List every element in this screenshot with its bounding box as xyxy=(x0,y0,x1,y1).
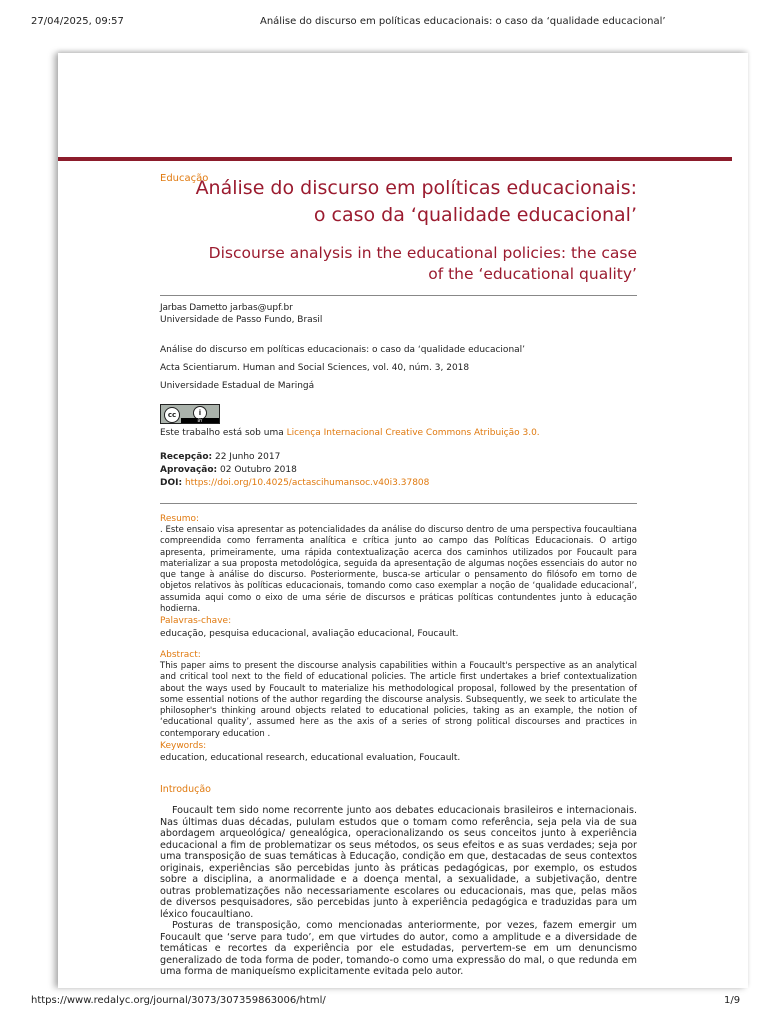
intro-paragraph-1: Foucault tem sido nome recorrente junto aos debates educacionais brasileiros e internacionais. Nas últimas duas décadas, pululam estudos que o tomam como referência, seja pela via de sua abordagem arqueológica/ genealógica, operacionalizando os seus conceitos junto à experiência educacional a fim de problematizar os seus métodos, os seus efeitos e as suas verdades; seja por uma transposição de suas temáticas à Educação, condição em que, destacadas de seus contextos originais, experiências são percebidas junto às práticas pedagógicas, por exemplo, os estudos sobre a disciplina, a anormalidade e a doença mental, a sexualidade, a subjetivação, dentre outras problematizações não necessariamente escolares ou educacionais, mas que, pelas mãos de diversos pesquisadores, são percebidas junto à experiência pedagógica e traduzidas para um léxico foucaultiano. xyxy=(160,805,637,920)
license-line xyxy=(160,427,540,439)
header-bar xyxy=(58,157,732,161)
dates-block xyxy=(160,451,429,489)
title-portuguese xyxy=(177,175,637,229)
journal-info: Acta Scientiarum. Human and Social Sciences, vol. 40, núm. 3, 2018 xyxy=(160,363,470,373)
palavras-heading: Palavras-chave: xyxy=(160,616,232,626)
palavras-text: educação, pesquisa educacional, avaliação educacional, Foucault. xyxy=(160,629,459,639)
author-block xyxy=(160,302,322,326)
author-name: Jarbas Dametto xyxy=(160,303,228,313)
intro-heading: Introdução xyxy=(160,784,211,795)
doi-line xyxy=(160,477,429,489)
keywords-heading: Keywords: xyxy=(160,741,207,751)
cc-attribution-icon: i xyxy=(193,406,207,420)
author-email[interactable]: jarbas@upf.br xyxy=(230,303,293,313)
resumo-text: . Este ensaio visa apresentar as potencialidades da análise do discurso dentro de uma perspectiva foucaultiana compreendida como ferramenta analítica e crítica junto ao campo das Políticas Educacionais. O artigo apresenta, primeiramente, uma rápida contextualização acerca dos caminhos utilizados por Foucault para materializar a sua proposta metodológica, seguida da apresentação de algumas noções essenciais do autor no que tange à análise do discurso. Posteriormente, busca-se articular o pensamento do filósofo em torno de objetos relativos às políticas educacionais, tomando como caso exemplar a noção de ‘qualidade educacional’, assumida aqui como o eixo de uma série de discursos e práticas políticas contundentes junto à educação hodierna. xyxy=(160,525,637,615)
author-line xyxy=(160,302,322,314)
resumo-heading: Resumo: xyxy=(160,514,200,524)
title-en-line-1: Discourse analysis in the educational policies: the case xyxy=(208,244,637,262)
title-en-line-2: of the ‘educational quality’ xyxy=(428,265,637,283)
approved-line xyxy=(160,464,429,476)
section-label: Educação xyxy=(160,173,209,184)
abstract-text: This paper aims to present the discourse analysis capabilities within a Foucault's perspective as an analytical and critical tool next to the field of educational policies. The article first undertakes a brief contextualization about the ways used by Foucault to materialize his methodological proposal, followed by the presentation of some essential notions of the author regarding the discourse analysis. Subsequently, we seek to articulate the philosopher's thinking around objects related to educational policies, taking as an example, the notion of ‘educational quality’, assumed here as the axis of a series of strong political discourses and practices in contemporary education . xyxy=(160,661,637,739)
approved-value: 02 Outubro 2018 xyxy=(217,465,297,475)
print-page-number: 1/9 xyxy=(724,995,741,1006)
print-datetime: 27/04/2025, 09:57 xyxy=(31,16,124,27)
print-url: https://www.redalyc.org/journal/3073/307359863006/html/ xyxy=(31,995,326,1006)
license-prefix: Este trabalho está sob uma xyxy=(160,428,287,438)
publisher: Universidade Estadual de Maringá xyxy=(160,381,315,391)
print-page-title: Análise do discurso em políticas educacionais: o caso da ‘qualidade educacional’ xyxy=(260,16,666,27)
cc-license-icon[interactable] xyxy=(160,404,220,424)
keywords-text: education, educational research, educational evaluation, Foucault. xyxy=(160,753,461,763)
intro-paragraph-2: Posturas de transposição, como mencionadas anteriormente, por vezes, fazem emergir um Foucault que ‘serve para tudo’, em que virtudes do autor, como a amplitude e a diversidade de temáticas e recortes da experiência por ele estudadas, pervertem-se em um denuncismo generalizado de toda forma de poder, tomando-o como uma expressão do mal, o que redunda em uma forma de maniqueísmo explicitamente evitada pelo autor. xyxy=(160,920,637,977)
license-link[interactable]: Licença Internacional Creative Commons Atribuição 3.0. xyxy=(286,428,540,438)
received-line xyxy=(160,451,429,463)
cc-logo-icon: cc xyxy=(164,407,180,423)
author-affiliation: Universidade de Passo Fundo, Brasil xyxy=(160,315,323,325)
received-value: 22 Junho 2017 xyxy=(212,452,281,462)
divider-mid xyxy=(160,503,637,504)
doi-link[interactable]: https://doi.org/10.4025/actascihumansoc.v40i3.37808 xyxy=(184,478,430,488)
approved-label: Aprovação: xyxy=(160,465,218,475)
doi-label: DOI: xyxy=(160,478,183,488)
title-pt-line-1: Análise do discurso em políticas educacionais: xyxy=(195,177,637,199)
title-pt-line-2: o caso da ‘qualidade educacional’ xyxy=(313,204,637,226)
title-english xyxy=(177,243,637,285)
article-page xyxy=(58,53,748,988)
ref-title: Análise do discurso em políticas educacionais: o caso da ‘qualidade educacional’ xyxy=(160,345,526,355)
divider-top xyxy=(160,295,637,296)
received-label: Recepção: xyxy=(160,452,213,462)
abstract-heading: Abstract: xyxy=(160,650,201,660)
cc-by-label-icon: BY xyxy=(181,418,219,423)
